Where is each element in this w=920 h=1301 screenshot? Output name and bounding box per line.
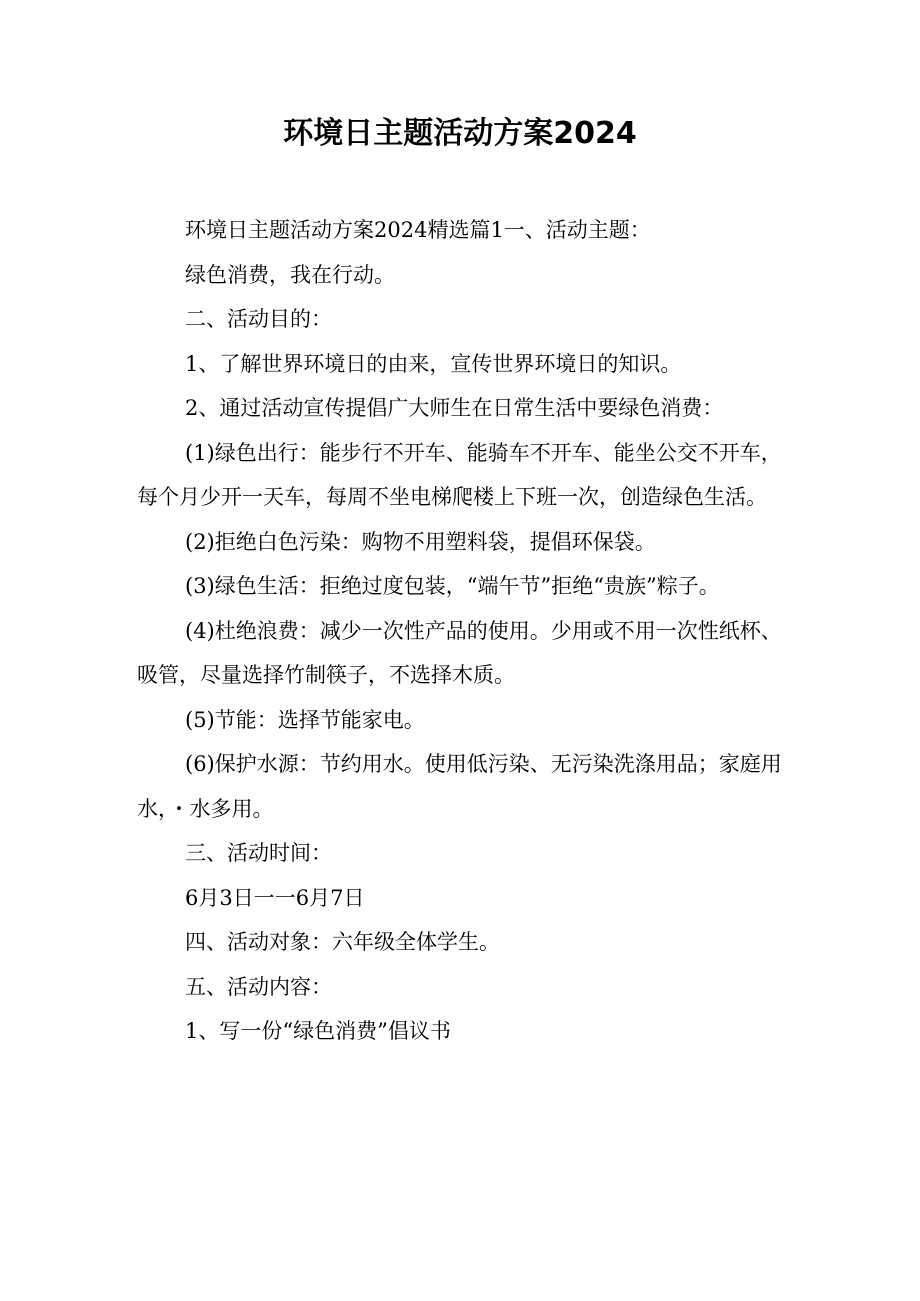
paragraph-time: 6月3日一一6月7日 <box>185 885 365 910</box>
paragraph-content-1: 1、写一份“绿色消费”倡议书 <box>185 1019 451 1043</box>
paragraph-item-4: (4)杜绝浪费：减少一次性产品的使用。少用或不用一次性纸杯、吸管，尽量选择竹制筷子，不选择木质。 <box>137 618 782 687</box>
paragraph-item-3: (3)绿色生活：拒绝过度包装，“端午节”拒绝“贵族”粽子。 <box>185 574 720 598</box>
paragraph-purpose-1: 1、了解世界环境日的由来，宣传世界环境日的知识。 <box>185 351 682 376</box>
paragraph-time-heading: 三、活动时间： <box>185 841 332 865</box>
paragraph-theme: 绿色消费，我在行动。 <box>185 262 395 287</box>
paragraph-item-1: (1)绿色出行：能步行不开车、能骑车不开车、能坐公交不开车，每个月少开一天车，每周不坐电梯爬楼上下班一次，创造绿色生活。 <box>137 440 782 509</box>
paragraph-item-5: (5)节能：选择节能家电。 <box>185 707 425 732</box>
paragraph-audience: 四、活动对象：六年级全体学生。 <box>185 930 500 954</box>
paragraph-content-heading: 五、活动内容： <box>185 974 332 999</box>
document-body <box>137 208 785 1054</box>
paragraph-purpose-2: 2、通过活动宣传提倡广大师生在日常生活中要绿色消费： <box>185 396 724 420</box>
paragraph-theme-heading: 环境日主题活动方案2024精选篇1一、活动主题： <box>185 218 651 242</box>
paragraph-item-6: (6)保护水源：节约用水。使用低污染、无污染洗涤用品；家庭用水，・水多用。 <box>137 752 782 821</box>
paragraph-purpose-heading: 二、活动目的： <box>185 307 332 331</box>
document-title: 环境日主题活动方案2024 <box>283 116 637 151</box>
paragraph-item-2: (2)拒绝白色污染：购物不用塑料袋，提倡环保袋。 <box>185 529 656 554</box>
